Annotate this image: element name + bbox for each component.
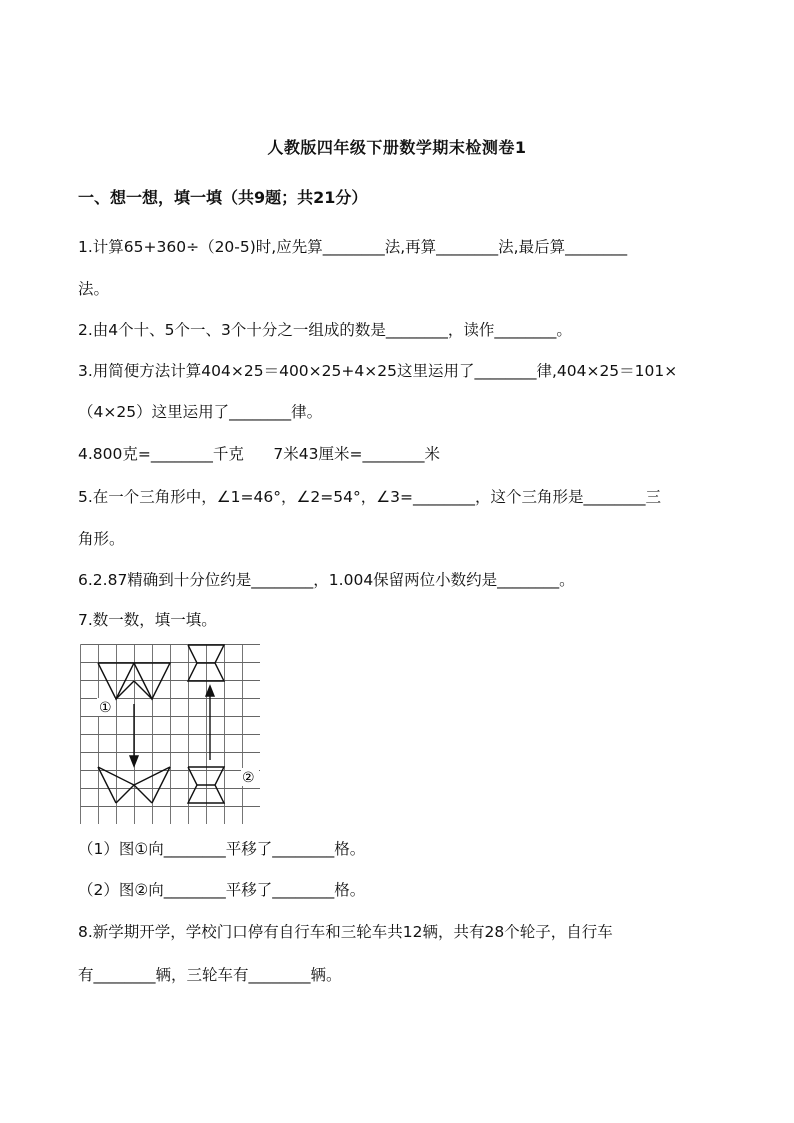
figure-2-bottom [188,767,224,803]
question-6: 6.2.87精确到十分位约是________，1.004保留两位小数约是________。 [78,571,575,589]
question-1-line-2: 法。 [78,280,110,298]
figure-1-top [98,663,170,699]
figure-2-top [188,645,224,681]
question-7: 7.数一数，填一填。 [78,611,217,629]
grid-svg [80,644,260,824]
question-4: 4.800克=________千克 7米43厘米=________米 [78,445,440,463]
question-1-line-1: 1.计算65+360÷（20-5)时,应先算________法,再算________法,最后算________ [78,238,628,256]
question-8-line-1: 8.新学期开学，学校门口停有自行车和三轮车共12辆，共有28个轮子，自行车 [78,923,613,941]
question-3-line-2: （4×25）这里运用了________律。 [78,403,323,421]
question-8-line-2: 有________辆，三轮车有________辆。 [78,966,342,984]
arrow-down-icon [130,704,138,766]
question-5-line-1: 5.在一个三角形中，∠1=46°，∠2=54°，∠3=________，这个三角形是________三 [78,488,661,506]
figure-1-label: ① [99,700,112,716]
translation-grid-figure [80,644,260,828]
question-3-line-1: 3.用简便方法计算404×25＝400×25+4×25这里运用了________律,404×25＝101× [78,362,678,380]
section-heading: 一、想一想，填一填（共9题；共21分） [78,188,368,207]
page-title: 人教版四年级下册数学期末检测卷1 [267,138,527,157]
figure-1-bottom [98,767,170,803]
question-7-part-2: （2）图②向________平移了________格。 [78,881,366,899]
figure-2-label: ② [242,770,255,786]
question-7-part-1: （1）图①向________平移了________格。 [78,840,366,858]
arrow-up-icon [206,686,214,760]
grid-lines [81,645,261,825]
question-2: 2.由4个十、5个一、3个十分之一组成的数是________，读作________。 [78,321,572,339]
question-5-line-2: 角形。 [78,530,125,548]
